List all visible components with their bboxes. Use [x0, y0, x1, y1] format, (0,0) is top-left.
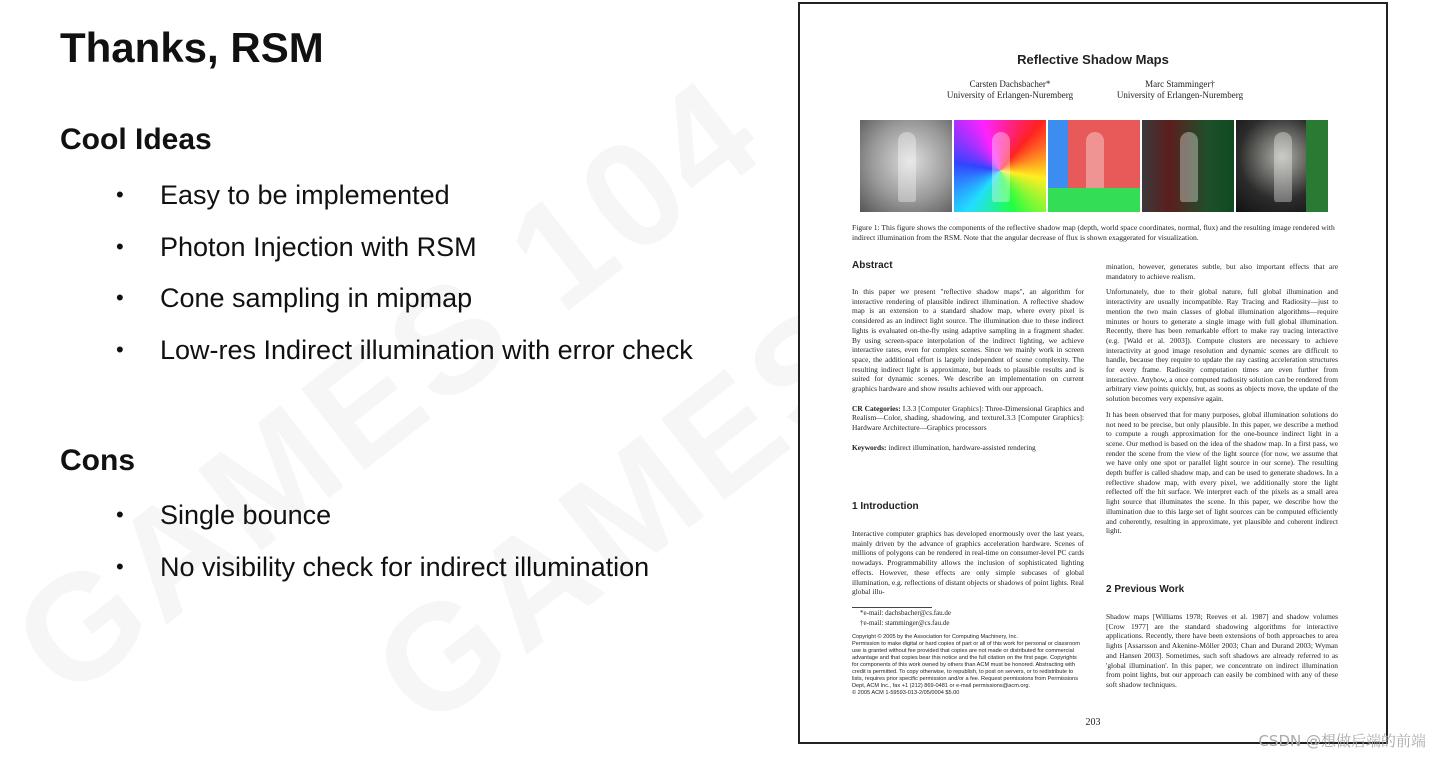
- paper-page: [798, 2, 1388, 744]
- body-paragraph: It has been observed that for many purposes, global illumination solutions do not need to be precise, but only plausible. In this paper, we describe a method to compute a rough approximation for the one-bounce indirect light in a scene. Our method is based on the idea of the shadow map. In a first pass, we render the scene from the view of the light source (for now, we assume that we have only one spot or parallel light source in our scene). The resulting depth buffer is called shadow map, and can be used to generate shadows. In a reflective shadow map, with every pixel, we additionally store the light reflected off the hit surface. We interpret each of the pixels as a small area light source that illuminates the scene. In this paper, we describe how the illumination due to this large set of light sources can be computed efficiently and coherently, resulting in approximate, yet plausible and coherent indirect light.: [1106, 409, 1338, 536]
- footnotes: *e-mail: dachsbacher@cs.fau.de †e-mail: stamminger@cs.fau.de: [860, 609, 951, 627]
- author-name: Carsten Dachsbacher*: [969, 79, 1051, 89]
- bullet-text: Cone sampling in mipmap: [160, 283, 473, 313]
- list-item: [116, 498, 649, 550]
- copyright-notice: Copyright © 2005 by the Association for Computing Machinery, Inc. Permission to make digital or hard copies of part or all of this work for personal or classroom use is granted without fee provided that copies are not made or distributed for commercial advantage and that copies bear this notice and the full citation on the first page. Copyrights for components of this work owned by others than ACM must be honored. Abstracting with credit is permitted. To copy otherwise, to republish, to post on servers, or to redistribute to lists, requires prior specific permission and/or a fee. Request permissions from Permissions Dept, ACM Inc., fax +1 (212) 869-0481 or e-mail permissions@acm.org. © 2005 ACM 1-59593-013-2/05/0004 $5.00: [852, 634, 1080, 696]
- author-affiliation: University of Erlangen-Nuremberg: [946, 90, 1074, 100]
- introduction-heading: 1 Introduction: [852, 501, 919, 512]
- body-paragraph: Unfortunately, due to their global nature, full global illumination and interactivity are usually incompatible. Ray Tracing and Radiosity—just to mention the two main classes of global illumination algorithms—require minutes or hours to generate a single image with full global illumination. Recently, there has been remarkable effort to make ray tracing interactive (e.g. [Wald et al. 2003]). Compute clusters are necessary to achieve interactivity at good image resolution and dynamic scenes are difficult to handle, because they require to update the ray casting acceleration structures for every frame. Radiosity computation times are even further from interactive. Anyhow, a once computed radiosity solution can be rendered from arbitrary view points quickly, but, as soons as objects move, the update of the solution becomes very expensive again.: [1106, 287, 1338, 404]
- previous-work-heading: 2 Previous Work: [1106, 584, 1185, 595]
- bullet-text: Low-res Indirect illumination with error check: [160, 334, 693, 365]
- depth-map-image: [860, 120, 952, 212]
- list-item: [116, 178, 693, 230]
- previous-work-text: Shadow maps [Williams 1978; Reeves et al. 1987] and shadow volumes [Crow 1977] are the standard shadowing algorithms for interactive applications. Recently, there have been extensions of both approaches to area lights [Assarsson and Akenine-Möller 2003; Chan and Durand 2003; Wyman and Hansen 2003]. Sometimes, such soft shadows are already referred to as 'global illumination'. In this paper, we concentrate on indirect illumination from point lights, but our approach can easily be combined with any of these soft shadow techniques.: [1106, 612, 1338, 689]
- figure-caption: Figure 1: This figure shows the components of the reflective shadow map (depth, world space coordinates, normal, flux) and the resulting image rendered with indirect illumination from the RSM. Note that the angular decrease of flux is shown exaggerated for visualization.: [852, 223, 1335, 242]
- bullet-icon: •: [116, 502, 124, 527]
- abstract-text: In this paper we present "reflective shadow maps", an algorithm for interactive rendering of plausible indirect illumination. A reflective shadow map is an extension to a standard shadow map, where every pixel is considered as an indirect light source. The illumination due to these indirect lights is evaluated on-the-fly using adaptive sampling in a fragment shader. By using screen-space interpolation of the indirect lighting, we achieve interactive rates, even for complex scenes. Since we mainly work in screen space, the additional effort is largely independent of scene complexity. The resulting indirect light is approximate, but leads to plausible results and is suited for dynamic scenes. We describe an implementation on current graphics hardware and show results achieved with our approach.: [852, 287, 1084, 394]
- bullet-icon: •: [116, 182, 124, 207]
- left-column: [852, 287, 1084, 459]
- right-column: [1106, 262, 1338, 542]
- figure-1-images: [860, 120, 1328, 212]
- bullet-icon: •: [116, 336, 124, 362]
- list-item: [116, 550, 649, 602]
- flux-image: [1142, 120, 1234, 212]
- bullet-text: Photon Injection with RSM: [160, 231, 477, 262]
- list-item: [116, 281, 693, 333]
- author-block: [1080, 79, 1280, 101]
- bullet-icon: •: [116, 285, 124, 310]
- list-item: [116, 230, 693, 282]
- keywords: Keywords: indirect illumination, hardware-assisted rendering: [852, 442, 1036, 452]
- world-coordinates-image: [954, 120, 1046, 212]
- bullet-text: Single bounce: [160, 500, 332, 530]
- csdn-watermark: CSDN @想做后端的前端: [1258, 732, 1426, 750]
- page-number: 203: [1085, 717, 1101, 728]
- bullet-icon: •: [116, 553, 124, 579]
- slide-title: Thanks, RSM: [60, 24, 324, 71]
- paper-title: Reflective Shadow Maps: [1017, 52, 1169, 67]
- cons-heading: Cons: [60, 444, 135, 477]
- body-paragraph: mination, however, generates subtle, but also important effects that are mandatory to achieve realism.: [1106, 262, 1338, 281]
- bullet-text: No visibility check for indirect illumination: [160, 551, 650, 582]
- introduction-text: Interactive computer graphics has developed enormously over the last years, mainly driven by the advance of graphics acceleration hardware. Scenes of millions of polygons can be rendered in real-time on consumer-level PC cards nowadays. Programmability allows the inclusion of sophisticated lighting effects. However, these effects are only simple subcases of global illumination, e.g. reflections of distant objects or shadows of point lights. Real global illu-: [852, 529, 1084, 597]
- list-item: [116, 333, 693, 385]
- normal-map-image: [1048, 120, 1140, 212]
- cool-ideas-list: [116, 178, 693, 384]
- cr-categories: CR Categories: I.3.3 [Computer Graphics]: Three-Dimensional Graphics and Realism—Color, shading, shadowing, and textureI.3.3 [Computer Graphics]: Hardware Architecture—Graphics processors: [852, 403, 1084, 433]
- rendered-result-image: [1236, 120, 1328, 212]
- abstract-heading: Abstract: [852, 260, 893, 271]
- author-affiliation: University of Erlangen-Nuremberg: [1116, 90, 1244, 100]
- cons-list: [116, 498, 649, 601]
- author-name: Marc Stamminger†: [1145, 79, 1215, 89]
- bullet-text: Easy to be implemented: [160, 180, 450, 210]
- bullet-icon: •: [116, 233, 124, 259]
- cool-ideas-heading: Cool Ideas: [60, 123, 212, 156]
